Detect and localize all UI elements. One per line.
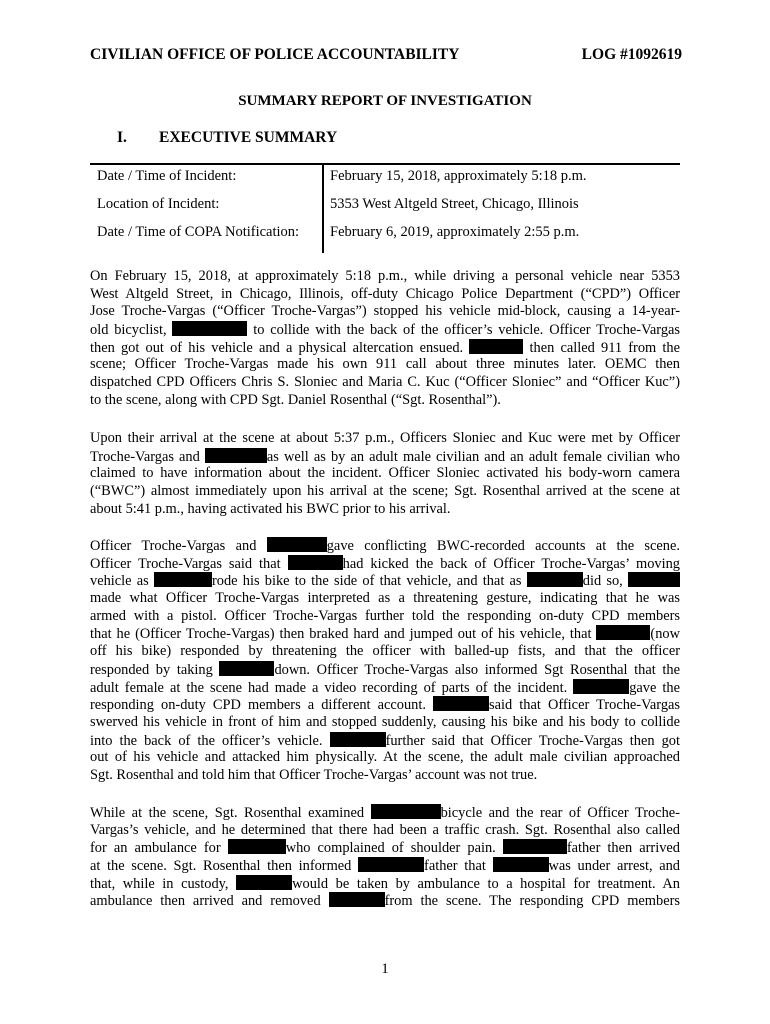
redaction-bar: [205, 448, 267, 463]
text-line: Officer Troche-Vargas said that had kicked the back of Officer Troche-Vargas’ moving: [90, 555, 680, 572]
redaction-bar: [329, 892, 385, 907]
text-line: for an ambulance for who complained of shoulder pain. father then arrived: [90, 840, 680, 857]
redaction-bar: [330, 732, 386, 747]
text-line: Troche-Vargas and as well as by an adult male civilian and an adult female civilian who: [90, 448, 680, 465]
text-line: to the scene, along with CPD Sgt. Daniel Rosenthal (“Sgt. Rosenthal”).: [90, 391, 501, 408]
text-line: responding on-duty CPD members a different account. said that Officer Troche-Vargas: [90, 697, 680, 714]
redaction-bar: [628, 572, 680, 587]
redaction-bar: [503, 839, 567, 854]
table-value: 5353 West Altgeld Street, Chicago, Illinois: [330, 196, 579, 212]
text-line: armed with a pistol. Officer Troche-Vargas further told the responding on-duty CPD members: [90, 607, 680, 624]
text-line: Officer Troche-Vargas and gave conflicting BWC-recorded accounts at the scene.: [90, 538, 680, 554]
text-line: vehicle as rode his bike to the side of that vehicle, and that as did so,: [90, 572, 680, 590]
text-line: (“BWC”) almost immediately upon his arrival at the scene; Sgt. Rosenthal arrived at the scene at: [90, 483, 680, 500]
table-value: February 15, 2018, approximately 5:18 p.m.: [330, 168, 587, 184]
redaction-bar: [154, 572, 212, 587]
redaction-bar: [172, 321, 247, 336]
text-line: responded by taking down. Officer Troche-Vargas also informed Sgt Rosenthal that the: [90, 661, 680, 678]
section-heading: [117, 129, 337, 147]
text-line: On February 15, 2018, at approximately 5:18 p.m., while driving a personal vehicle near 5353: [90, 268, 680, 284]
text-line: ambulance then arrived and removed from the scene. The responding CPD members: [90, 893, 680, 910]
table-divider: [322, 165, 324, 253]
log-number: LOG #1092619: [581, 46, 682, 63]
text-line: then got out of his vehicle and a physical altercation ensued. then called 911 from the: [90, 339, 680, 356]
text-line: Jose Troche-Vargas (“Officer Troche-Vargas”) stopped his vehicle mid-block, causing a 14-year-: [90, 303, 680, 320]
text-line: old bicyclist, to collide with the back of the officer’s vehicle. Officer Troche-Vargas: [90, 322, 681, 339]
table-label: Date / Time of Incident:: [97, 168, 237, 184]
text-line: out of his vehicle and attacked him physically. At the scene, the adult male civilian approached: [90, 749, 680, 766]
redaction-bar: [358, 857, 424, 872]
text-line: that, while in custody, would be taken by ambulance to a hospital for treatment. An: [90, 875, 680, 892]
text-line: off his bike) responded by threatening the officer with balled-up fists, and that the officer: [90, 643, 680, 660]
paragraph-4: [90, 804, 680, 910]
report-title: SUMMARY REPORT OF INVESTIGATION: [238, 93, 532, 109]
text-line: Vargas’s vehicle, and he determined that there had been a traffic crash. Sgt. Rosenthal also called: [90, 821, 680, 838]
text-line: swerved his vehicle in front of him and stopped suddenly, causing his bike and his body to collide: [90, 713, 680, 730]
text-line: claimed to have information about the incident. Officer Sloniec activated his body-worn camera: [90, 465, 680, 482]
redaction-bar: [469, 339, 523, 354]
paragraph-3: [90, 537, 680, 785]
table-label: Location of Incident:: [97, 196, 220, 212]
table-value: February 6, 2019, approximately 2:55 p.m.: [330, 224, 580, 240]
text-line: that he (Officer Troche-Vargas) then braked hard and jumped out of his vehicle, that (now: [90, 626, 680, 643]
redaction-bar: [433, 696, 489, 711]
paragraph-1: [90, 268, 680, 410]
text-line: about 5:41 p.m., having activated his BWC prior to his arrival.: [90, 500, 451, 517]
redaction-bar: [228, 839, 286, 854]
redaction-bar: [267, 537, 327, 552]
redaction-bar: [219, 661, 274, 676]
text-line: While at the scene, Sgt. Rosenthal examined bicycle and the rear of Officer Troche-: [90, 805, 680, 821]
redaction-bar: [371, 804, 441, 819]
text-line: Sgt. Rosenthal and told him that Officer Troche-Vargas’ account was not true.: [90, 766, 538, 783]
summary-table: [90, 163, 680, 253]
text-line: at the scene. Sgt. Rosenthal then informed father that was under arrest, and: [90, 858, 680, 875]
page-number: 1: [381, 961, 389, 977]
text-line: West Altgeld Street, in Chicago, Illinois, off-duty Chicago Police Department (“CPD”) Officer: [90, 285, 680, 302]
text-line: into the back of the officer’s vehicle. further said that Officer Troche-Vargas then got: [90, 732, 680, 749]
section-number: I.: [117, 129, 127, 146]
redaction-bar: [493, 857, 549, 872]
redaction-bar: [573, 679, 629, 694]
redaction-bar: [596, 625, 650, 640]
section-title: EXECUTIVE SUMMARY: [159, 129, 338, 146]
redaction-bar: [288, 555, 343, 570]
text-line: adult female at the scene had made a video recording of parts of the incident. gave the: [90, 679, 680, 696]
text-line: made what Officer Troche-Vargas interpreted as a threatening gesture, indicating that he was: [90, 590, 680, 607]
text-line: scene; Officer Troche-Vargas made his own 911 call about three minutes later. OEMC then: [90, 356, 680, 373]
text-line: dispatched CPD Officers Chris S. Sloniec and Maria C. Kuc (“Officer Sloniec” and “Officer Kuc”): [90, 374, 680, 391]
redaction-bar: [527, 572, 583, 587]
text-line: Upon their arrival at the scene at about 5:37 p.m., Officers Sloniec and Kuc were met by Officer: [90, 430, 680, 446]
table-label: Date / Time of COPA Notification:: [97, 224, 300, 240]
redaction-bar: [236, 875, 292, 890]
office-name: CIVILIAN OFFICE OF POLICE ACCOUNTABILITY: [90, 46, 460, 63]
paragraph-2: [90, 430, 680, 518]
